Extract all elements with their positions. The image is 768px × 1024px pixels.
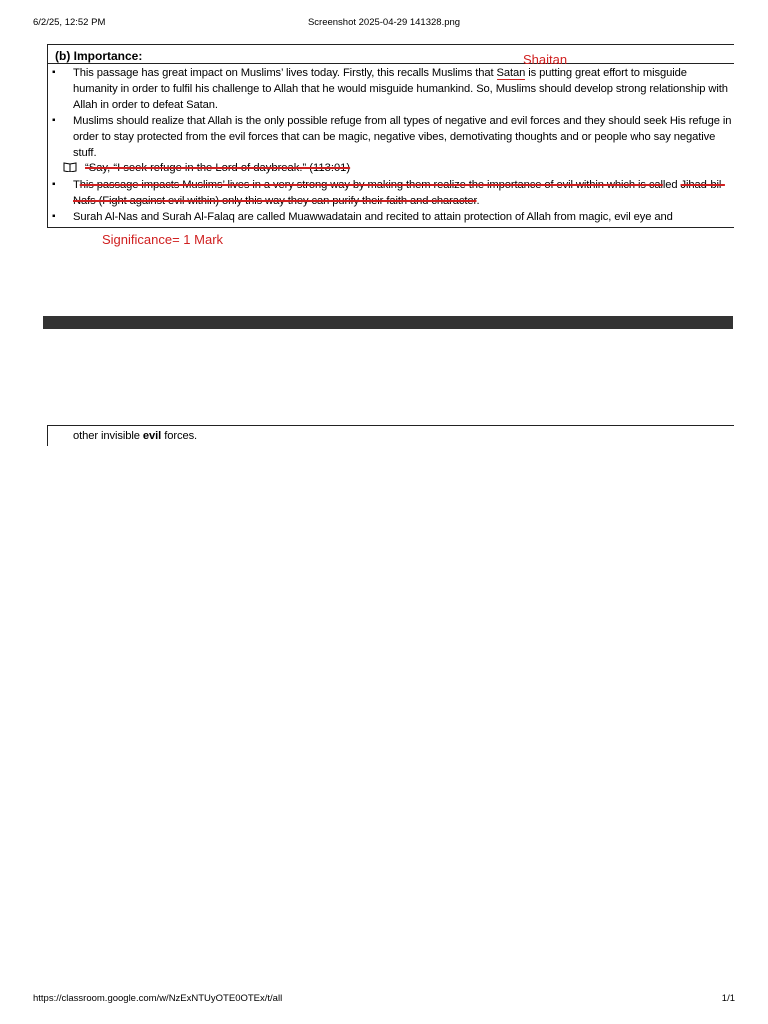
section-heading: (b) Importance: xyxy=(55,49,143,63)
bullet-marker: ▪ xyxy=(52,115,56,126)
bullet-marker: ▪ xyxy=(52,211,56,222)
struck-quote: “Say, “I seek refuge in the Lord of daybreak.” (113:01) xyxy=(85,162,351,174)
page-divider-bar xyxy=(43,316,733,329)
paragraph-3: This passage impacts Muslims’ lives in a very strong way by making them realize the importance of evil within which is called Jihad-bil-Nafs (Fight against evil within) only this way they can purify their faith and character. xyxy=(73,179,725,207)
book-icon xyxy=(63,161,77,172)
print-date: 6/2/25, 12:52 PM xyxy=(33,17,106,28)
underlined-word: Satan xyxy=(496,67,526,79)
continuation-box xyxy=(47,425,734,446)
continuation-text: other invisible evil forces. xyxy=(73,430,198,442)
heading-divider xyxy=(48,63,734,64)
struck-text: Jihad-bil-Nafs (Fight against evil within) only this way they can purify their faith and character xyxy=(73,179,725,207)
quote-line xyxy=(63,161,350,174)
answer-box xyxy=(47,44,734,228)
print-header xyxy=(0,17,768,31)
print-url: https://classroom.google.com/w/NzExNTUyOTE0OTEx/t/all xyxy=(33,993,283,1004)
bullet-marker: ▪ xyxy=(52,67,56,78)
grading-note: Significance= 1 Mark xyxy=(102,232,224,247)
bullet-marker: ▪ xyxy=(52,179,56,190)
print-title: Screenshot 2025-04-29 141328.png xyxy=(307,17,461,28)
struck-text: his passage impacts Muslims’ lives in a very strong way by making them realize the importance of evil within which is cal xyxy=(79,179,663,191)
paragraph-2: Muslims should realize that Allah is the only possible refuge from all types of negative and evil forces and they should seek His refuge in order to stay protected from the evil forces that can be magic, negative vibes, demotivating thoughts and or people who say negative stuff. xyxy=(73,115,732,159)
annotation-shaitan: Shaitan xyxy=(523,52,568,67)
paragraph-1: This passage has great impact on Muslims’ lives today. Firstly, this recalls Muslims that Satan is putting great effort to misguide humanity in order to fulfil his challenge to Allah that he would misguide humankind. So, Muslims should develop strong relationship with Allah in order to defeat Satan. xyxy=(73,67,728,111)
page-number: 1/1 xyxy=(721,993,735,1004)
paragraph-4: Surah Al-Nas and Surah Al-Falaq are called Muawwadatain and recited to attain protection of Allah from magic, evil eye and xyxy=(73,211,673,223)
